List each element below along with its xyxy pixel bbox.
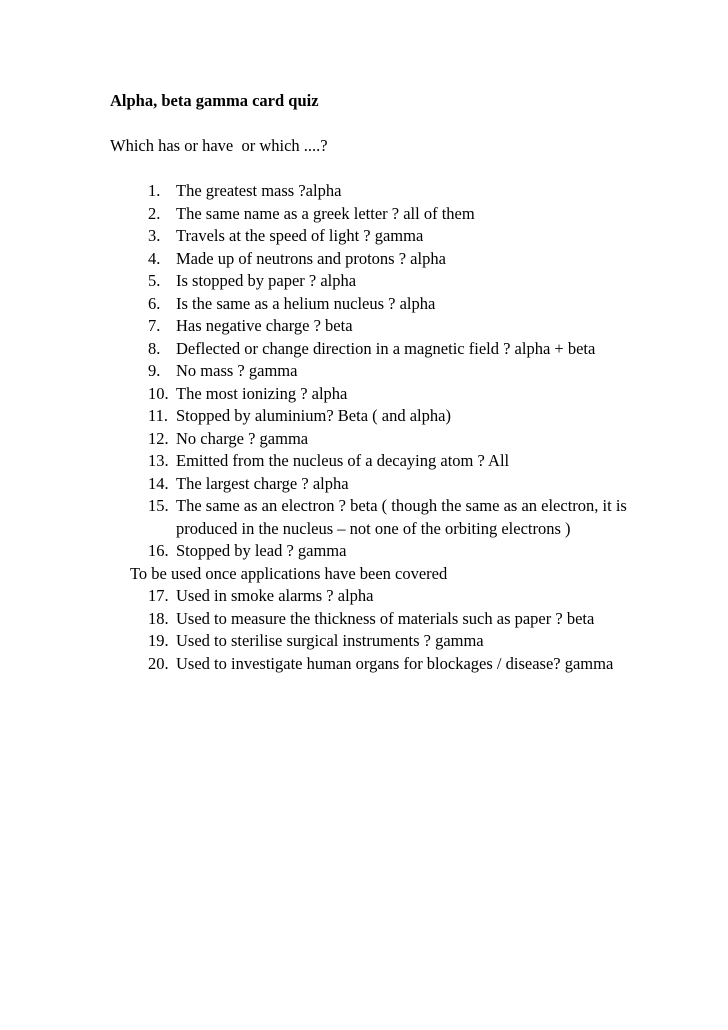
quiz-item-number: 1. bbox=[148, 181, 161, 200]
quiz-item bbox=[110, 630, 670, 653]
quiz-item-number: 13. bbox=[148, 451, 169, 470]
quiz-item-text: Used to measure the thickness of materials such as paper ? beta bbox=[176, 608, 595, 628]
quiz-item-text: Used to investigate human organs for blockages / disease? gamma bbox=[176, 653, 614, 673]
quiz-item-number: 11. bbox=[148, 406, 169, 425]
quiz-list-part2 bbox=[110, 585, 670, 675]
quiz-item bbox=[110, 180, 670, 203]
quiz-item bbox=[110, 203, 670, 226]
quiz-item-text: Used in smoke alarms ? alpha bbox=[176, 586, 374, 605]
quiz-item bbox=[110, 293, 670, 316]
quiz-item bbox=[110, 338, 670, 361]
quiz-item-text: No mass ? gamma bbox=[176, 361, 298, 380]
applications-note: To be used once applications have been covered bbox=[130, 563, 448, 583]
quiz-item-number: 5. bbox=[148, 271, 161, 290]
quiz-item-number: 10. bbox=[148, 383, 169, 403]
quiz-item-number: 9. bbox=[148, 361, 161, 380]
quiz-item-text: Is the same as a helium nucleus ? alpha bbox=[176, 293, 436, 313]
quiz-item-text: Emitted from the nucleus of a decaying atom ? All bbox=[176, 451, 510, 470]
quiz-item-number: 14. bbox=[148, 473, 169, 493]
quiz-item-text: The same as an electron ? beta ( though the same as an electron, it is produced in the nucleus – not one of the orbiting electrons ) bbox=[176, 496, 627, 538]
quiz-item bbox=[110, 360, 670, 383]
quiz-item-text: The most ionizing ? alpha bbox=[176, 383, 348, 403]
quiz-item bbox=[110, 225, 670, 248]
quiz-item-number: 6. bbox=[148, 293, 161, 313]
quiz-item bbox=[110, 608, 670, 631]
quiz-item-number: 17. bbox=[148, 586, 169, 605]
quiz-item-text: Has negative charge ? beta bbox=[176, 316, 353, 335]
quiz-item-number: 15. bbox=[148, 496, 169, 515]
applications-note-row bbox=[110, 563, 670, 586]
quiz-item-text: The greatest mass ?alpha bbox=[176, 181, 342, 200]
quiz-item-number: 3. bbox=[148, 226, 161, 245]
quiz-item bbox=[110, 248, 670, 271]
quiz-item-text: Stopped by lead ? gamma bbox=[176, 541, 347, 560]
quiz-item-number: 12. bbox=[148, 428, 169, 448]
quiz-item bbox=[110, 585, 670, 608]
quiz-list-part1 bbox=[110, 180, 670, 563]
quiz-item bbox=[110, 495, 670, 540]
quiz-item bbox=[110, 270, 670, 293]
quiz-item bbox=[110, 383, 670, 406]
quiz-item bbox=[110, 473, 670, 496]
document-title: Alpha, beta gamma card quiz bbox=[110, 91, 319, 110]
quiz-item bbox=[110, 315, 670, 338]
quiz-item-text: Deflected or change direction in a magnetic field ? alpha + beta bbox=[176, 338, 596, 358]
quiz-item-number: 16. bbox=[148, 541, 169, 560]
quiz-item-number: 2. bbox=[148, 203, 161, 223]
intro-question: Which has or have or which ....? bbox=[110, 136, 328, 155]
quiz-item-text: Used to sterilise surgical instruments ? gamma bbox=[176, 631, 484, 650]
quiz-item-number: 19. bbox=[148, 631, 169, 650]
quiz-item-text: Travels at the speed of light ? gamma bbox=[176, 226, 424, 245]
quiz-item bbox=[110, 405, 670, 428]
quiz-item-number: 18. bbox=[148, 608, 169, 628]
quiz-item bbox=[110, 450, 670, 473]
quiz-item-number: 7. bbox=[148, 316, 161, 335]
quiz-item-text: Made up of neutrons and protons ? alpha bbox=[176, 248, 446, 268]
quiz-item-text: The largest charge ? alpha bbox=[176, 473, 349, 493]
quiz-list bbox=[110, 180, 670, 675]
quiz-item-number: 8. bbox=[148, 338, 161, 358]
quiz-item bbox=[110, 540, 670, 563]
quiz-item-number: 20. bbox=[148, 653, 169, 673]
quiz-item-text: The same name as a greek letter ? all of them bbox=[176, 203, 475, 223]
quiz-item bbox=[110, 653, 670, 676]
quiz-item-text: Is stopped by paper ? alpha bbox=[176, 271, 357, 290]
quiz-item-number: 4. bbox=[148, 248, 161, 268]
quiz-item-text: Stopped by aluminium? Beta ( and alpha) bbox=[176, 406, 451, 425]
quiz-item-text: No charge ? gamma bbox=[176, 428, 309, 448]
quiz-item bbox=[110, 428, 670, 451]
